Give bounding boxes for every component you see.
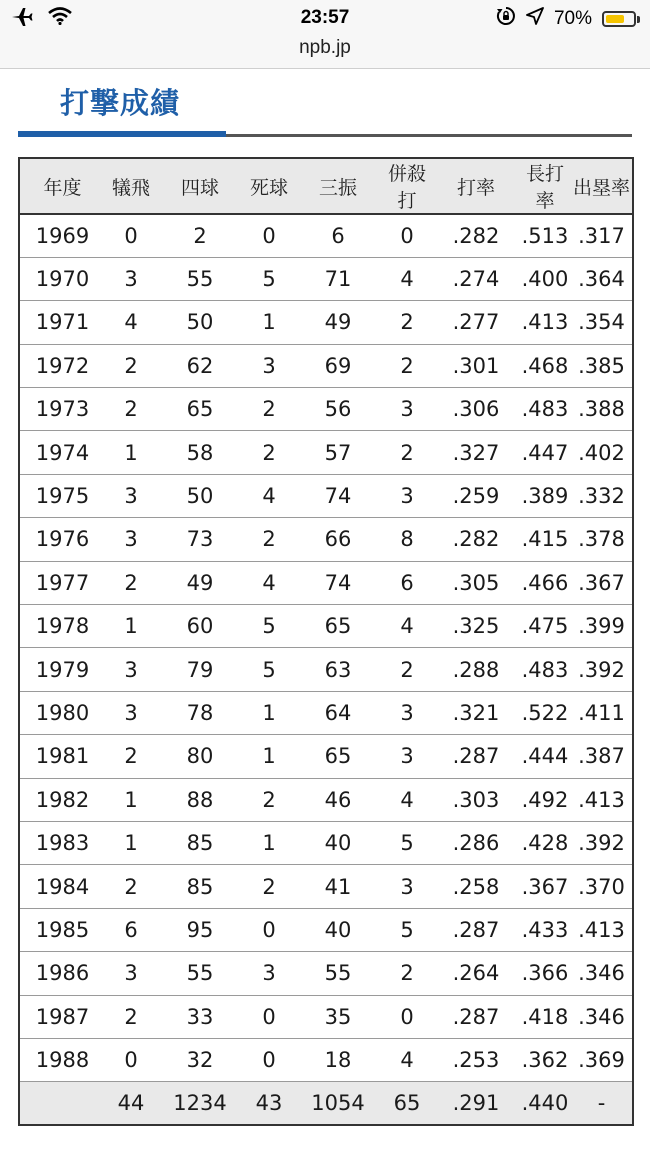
cell-batting-avg: .306 xyxy=(433,388,519,431)
cell-batting-avg: .282 xyxy=(433,518,519,561)
table-row xyxy=(19,257,633,300)
cell-sacrifice-fly: 4 xyxy=(105,301,157,344)
rotation-lock-icon xyxy=(496,6,516,32)
cell-batting-avg: .301 xyxy=(433,344,519,387)
cell-strikeouts: 46 xyxy=(295,778,381,821)
cell-year: 1972 xyxy=(19,344,105,387)
total-walks: 1234 xyxy=(157,1082,243,1125)
cell-double-plays: 3 xyxy=(381,865,433,908)
cell-sacrifice-fly: 3 xyxy=(105,691,157,734)
cell-walks: 2 xyxy=(157,214,243,257)
cell-strikeouts: 65 xyxy=(295,735,381,778)
cell-year: 1969 xyxy=(19,214,105,257)
col-header-walks: 四球 xyxy=(157,158,243,214)
cell-hit-by-pitch: 2 xyxy=(243,518,295,561)
cell-walks: 88 xyxy=(157,778,243,821)
cell-sacrifice-fly: 3 xyxy=(105,257,157,300)
cell-slugging: .389 xyxy=(519,474,571,517)
cell-hit-by-pitch: 0 xyxy=(243,1038,295,1081)
cell-hit-by-pitch: 0 xyxy=(243,908,295,951)
cell-slugging: .413 xyxy=(519,301,571,344)
total-double-plays: 65 xyxy=(381,1082,433,1125)
cell-hit-by-pitch: 2 xyxy=(243,431,295,474)
cell-strikeouts: 56 xyxy=(295,388,381,431)
cell-walks: 33 xyxy=(157,995,243,1038)
cell-batting-avg: .277 xyxy=(433,301,519,344)
cell-sacrifice-fly: 0 xyxy=(105,214,157,257)
cell-on-base: .364 xyxy=(571,257,633,300)
cell-walks: 80 xyxy=(157,735,243,778)
cell-sacrifice-fly: 0 xyxy=(105,1038,157,1081)
address-bar[interactable] xyxy=(0,36,650,69)
cell-on-base: .411 xyxy=(571,691,633,734)
cell-double-plays: 4 xyxy=(381,1038,433,1081)
table-row xyxy=(19,865,633,908)
cell-strikeouts: 55 xyxy=(295,952,381,995)
cell-sacrifice-fly: 2 xyxy=(105,995,157,1038)
table-row xyxy=(19,908,633,951)
location-icon xyxy=(526,7,544,31)
cell-double-plays: 5 xyxy=(381,908,433,951)
table-row xyxy=(19,995,633,1038)
col-header-slugging: 長打率 xyxy=(519,158,571,214)
cell-strikeouts: 66 xyxy=(295,518,381,561)
table-row xyxy=(19,388,633,431)
cell-batting-avg: .305 xyxy=(433,561,519,604)
cell-year: 1979 xyxy=(19,648,105,691)
cell-sacrifice-fly: 1 xyxy=(105,778,157,821)
cell-batting-avg: .325 xyxy=(433,605,519,648)
cell-walks: 78 xyxy=(157,691,243,734)
cell-on-base: .392 xyxy=(571,648,633,691)
cell-slugging: .492 xyxy=(519,778,571,821)
cell-slugging: .447 xyxy=(519,431,571,474)
cell-year: 1978 xyxy=(19,605,105,648)
table-row xyxy=(19,648,633,691)
cell-walks: 50 xyxy=(157,474,243,517)
battery-percent: 70% xyxy=(553,8,592,29)
cell-double-plays: 4 xyxy=(381,257,433,300)
cell-walks: 58 xyxy=(157,431,243,474)
cell-strikeouts: 41 xyxy=(295,865,381,908)
cell-slugging: .418 xyxy=(519,995,571,1038)
battery-level-fill xyxy=(606,15,624,23)
cell-strikeouts: 69 xyxy=(295,344,381,387)
cell-year: 1983 xyxy=(19,821,105,864)
cell-double-plays: 3 xyxy=(381,691,433,734)
cell-walks: 60 xyxy=(157,605,243,648)
cell-strikeouts: 71 xyxy=(295,257,381,300)
cell-walks: 95 xyxy=(157,908,243,951)
cell-slugging: .466 xyxy=(519,561,571,604)
col-header-year: 年度 xyxy=(19,158,105,214)
cell-double-plays: 4 xyxy=(381,605,433,648)
total-slugging: .440 xyxy=(519,1082,571,1125)
cell-slugging: .475 xyxy=(519,605,571,648)
section-header xyxy=(18,69,632,137)
cell-sacrifice-fly: 2 xyxy=(105,865,157,908)
cell-batting-avg: .287 xyxy=(433,735,519,778)
cell-on-base: .387 xyxy=(571,735,633,778)
cell-walks: 50 xyxy=(157,301,243,344)
cell-year: 1980 xyxy=(19,691,105,734)
cell-strikeouts: 49 xyxy=(295,301,381,344)
status-bar xyxy=(0,0,650,36)
cell-year: 1988 xyxy=(19,1038,105,1081)
cell-sacrifice-fly: 3 xyxy=(105,474,157,517)
cell-slugging: .444 xyxy=(519,735,571,778)
cell-double-plays: 2 xyxy=(381,344,433,387)
cell-strikeouts: 64 xyxy=(295,691,381,734)
cell-hit-by-pitch: 5 xyxy=(243,257,295,300)
cell-sacrifice-fly: 2 xyxy=(105,735,157,778)
cell-slugging: .522 xyxy=(519,691,571,734)
cell-slugging: .367 xyxy=(519,865,571,908)
cell-strikeouts: 35 xyxy=(295,995,381,1038)
cell-batting-avg: .287 xyxy=(433,995,519,1038)
battery-icon xyxy=(602,11,640,27)
table-row xyxy=(19,821,633,864)
cell-batting-avg: .303 xyxy=(433,778,519,821)
cell-on-base: .392 xyxy=(571,821,633,864)
cell-batting-avg: .264 xyxy=(433,952,519,995)
cell-slugging: .400 xyxy=(519,257,571,300)
cell-hit-by-pitch: 5 xyxy=(243,648,295,691)
cell-strikeouts: 74 xyxy=(295,561,381,604)
cell-hit-by-pitch: 1 xyxy=(243,301,295,344)
cell-walks: 32 xyxy=(157,1038,243,1081)
cell-slugging: .433 xyxy=(519,908,571,951)
cell-sacrifice-fly: 1 xyxy=(105,821,157,864)
cell-on-base: .378 xyxy=(571,518,633,561)
batting-stats-table xyxy=(18,157,634,1126)
cell-double-plays: 3 xyxy=(381,474,433,517)
total-strikeouts: 1054 xyxy=(295,1082,381,1125)
cell-double-plays: 0 xyxy=(381,995,433,1038)
cell-sacrifice-fly: 2 xyxy=(105,344,157,387)
cell-batting-avg: .253 xyxy=(433,1038,519,1081)
cell-batting-avg: .259 xyxy=(433,474,519,517)
col-header-sacrifice-fly: 犠飛 xyxy=(105,158,157,214)
cell-year: 1982 xyxy=(19,778,105,821)
cell-year: 1974 xyxy=(19,431,105,474)
cell-hit-by-pitch: 3 xyxy=(243,344,295,387)
stats-table-container xyxy=(18,157,632,1126)
cell-hit-by-pitch: 0 xyxy=(243,214,295,257)
cell-hit-by-pitch: 2 xyxy=(243,778,295,821)
cell-year: 1984 xyxy=(19,865,105,908)
cell-batting-avg: .327 xyxy=(433,431,519,474)
cell-double-plays: 3 xyxy=(381,735,433,778)
cell-double-plays: 8 xyxy=(381,518,433,561)
cell-on-base: .388 xyxy=(571,388,633,431)
cell-walks: 79 xyxy=(157,648,243,691)
table-body xyxy=(19,214,633,1082)
cell-strikeouts: 6 xyxy=(295,214,381,257)
cell-walks: 55 xyxy=(157,952,243,995)
cell-sacrifice-fly: 3 xyxy=(105,648,157,691)
table-row xyxy=(19,301,633,344)
table-row xyxy=(19,474,633,517)
cell-sacrifice-fly: 6 xyxy=(105,908,157,951)
cell-strikeouts: 18 xyxy=(295,1038,381,1081)
cell-sacrifice-fly: 2 xyxy=(105,388,157,431)
cell-strikeouts: 57 xyxy=(295,431,381,474)
cell-double-plays: 0 xyxy=(381,214,433,257)
cell-slugging: .366 xyxy=(519,952,571,995)
cell-walks: 85 xyxy=(157,865,243,908)
cell-slugging: .483 xyxy=(519,388,571,431)
cell-double-plays: 2 xyxy=(381,648,433,691)
total-year xyxy=(19,1082,105,1125)
cell-on-base: .346 xyxy=(571,995,633,1038)
table-row xyxy=(19,518,633,561)
col-header-double-plays: 併殺打 xyxy=(381,158,433,214)
col-header-batting-avg: 打率 xyxy=(433,158,519,214)
cell-walks: 55 xyxy=(157,257,243,300)
clock: 23:57 xyxy=(300,7,350,28)
cell-strikeouts: 40 xyxy=(295,821,381,864)
cell-year: 1970 xyxy=(19,257,105,300)
cell-slugging: .362 xyxy=(519,1038,571,1081)
cell-walks: 49 xyxy=(157,561,243,604)
cell-slugging: .513 xyxy=(519,214,571,257)
cell-hit-by-pitch: 5 xyxy=(243,605,295,648)
cell-on-base: .370 xyxy=(571,865,633,908)
cell-on-base: .354 xyxy=(571,301,633,344)
cell-on-base: .399 xyxy=(571,605,633,648)
cell-batting-avg: .288 xyxy=(433,648,519,691)
table-row xyxy=(19,735,633,778)
cell-year: 1971 xyxy=(19,301,105,344)
cell-batting-avg: .258 xyxy=(433,865,519,908)
cell-double-plays: 2 xyxy=(381,431,433,474)
col-header-strikeouts: 三振 xyxy=(295,158,381,214)
cell-double-plays: 2 xyxy=(381,952,433,995)
cell-on-base: .402 xyxy=(571,431,633,474)
cell-hit-by-pitch: 1 xyxy=(243,821,295,864)
section-title: 打撃成績 xyxy=(60,86,181,120)
cell-double-plays: 3 xyxy=(381,388,433,431)
total-sacrifice-fly: 44 xyxy=(105,1082,157,1125)
cell-strikeouts: 65 xyxy=(295,605,381,648)
total-hit-by-pitch: 43 xyxy=(243,1082,295,1125)
total-batting-avg: .291 xyxy=(433,1082,519,1125)
table-row xyxy=(19,778,633,821)
cell-walks: 65 xyxy=(157,388,243,431)
cell-batting-avg: .274 xyxy=(433,257,519,300)
cell-slugging: .428 xyxy=(519,821,571,864)
cell-hit-by-pitch: 2 xyxy=(243,388,295,431)
cell-on-base: .385 xyxy=(571,344,633,387)
table-row xyxy=(19,561,633,604)
col-header-on-base: 出塁率 xyxy=(571,158,633,214)
cell-on-base: .367 xyxy=(571,561,633,604)
cell-hit-by-pitch: 2 xyxy=(243,865,295,908)
table-row xyxy=(19,952,633,995)
cell-year: 1976 xyxy=(19,518,105,561)
table-row xyxy=(19,1038,633,1081)
cell-walks: 62 xyxy=(157,344,243,387)
cell-hit-by-pitch: 3 xyxy=(243,952,295,995)
col-header-hit-by-pitch: 死球 xyxy=(243,158,295,214)
cell-strikeouts: 63 xyxy=(295,648,381,691)
cell-year: 1981 xyxy=(19,735,105,778)
cell-batting-avg: .282 xyxy=(433,214,519,257)
cell-batting-avg: .286 xyxy=(433,821,519,864)
table-header-row xyxy=(19,158,633,214)
cell-on-base: .413 xyxy=(571,908,633,951)
table-row xyxy=(19,214,633,257)
cell-sacrifice-fly: 3 xyxy=(105,952,157,995)
cell-hit-by-pitch: 1 xyxy=(243,735,295,778)
cell-sacrifice-fly: 1 xyxy=(105,431,157,474)
cell-double-plays: 2 xyxy=(381,301,433,344)
table-totals-row xyxy=(19,1082,633,1125)
cell-hit-by-pitch: 0 xyxy=(243,995,295,1038)
cell-hit-by-pitch: 4 xyxy=(243,561,295,604)
table-row xyxy=(19,344,633,387)
cell-double-plays: 4 xyxy=(381,778,433,821)
title-underline-accent xyxy=(18,131,226,137)
table-row xyxy=(19,691,633,734)
cell-sacrifice-fly: 2 xyxy=(105,561,157,604)
cell-double-plays: 6 xyxy=(381,561,433,604)
table-row xyxy=(19,431,633,474)
cell-walks: 85 xyxy=(157,821,243,864)
cell-slugging: .468 xyxy=(519,344,571,387)
cell-on-base: .332 xyxy=(571,474,633,517)
table-row xyxy=(19,605,633,648)
cell-slugging: .415 xyxy=(519,518,571,561)
cell-on-base: .369 xyxy=(571,1038,633,1081)
cell-year: 1977 xyxy=(19,561,105,604)
cell-year: 1973 xyxy=(19,388,105,431)
cell-strikeouts: 74 xyxy=(295,474,381,517)
cell-double-plays: 5 xyxy=(381,821,433,864)
cell-on-base: .413 xyxy=(571,778,633,821)
cell-sacrifice-fly: 1 xyxy=(105,605,157,648)
cell-batting-avg: .287 xyxy=(433,908,519,951)
total-on-base: - xyxy=(571,1082,633,1125)
cell-year: 1985 xyxy=(19,908,105,951)
cell-year: 1987 xyxy=(19,995,105,1038)
cell-batting-avg: .321 xyxy=(433,691,519,734)
cell-hit-by-pitch: 4 xyxy=(243,474,295,517)
url-text: npb.jp xyxy=(299,37,351,58)
cell-year: 1975 xyxy=(19,474,105,517)
cell-on-base: .317 xyxy=(571,214,633,257)
cell-sacrifice-fly: 3 xyxy=(105,518,157,561)
cell-year: 1986 xyxy=(19,952,105,995)
cell-on-base: .346 xyxy=(571,952,633,995)
cell-hit-by-pitch: 1 xyxy=(243,691,295,734)
cell-walks: 73 xyxy=(157,518,243,561)
cell-slugging: .483 xyxy=(519,648,571,691)
cell-strikeouts: 40 xyxy=(295,908,381,951)
